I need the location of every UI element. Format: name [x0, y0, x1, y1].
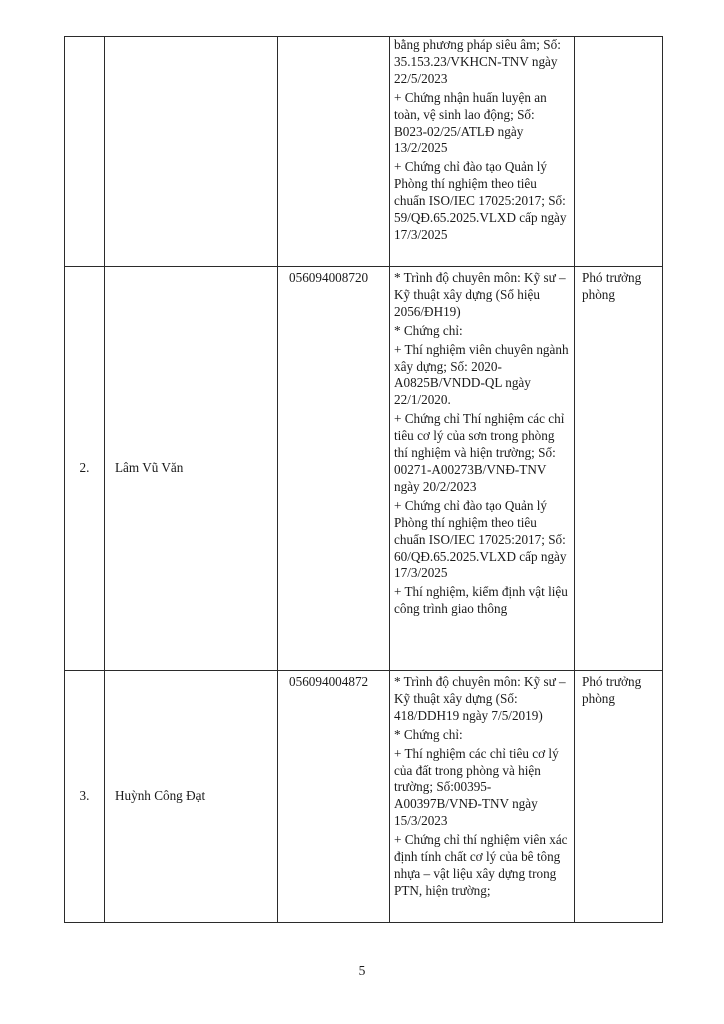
page-number: 5 — [358, 963, 366, 978]
position — [575, 37, 663, 267]
qualification-item: + Chứng chỉ đào tạo Quản lý Phòng thí nghiệm theo tiêu chuẩn ISO/IEC 17025:2017; Số: 59/QĐ.65.2025.VLXD cấp ngày 17/3/2025 — [394, 159, 567, 242]
employee-name: Huỳnh Công Đạt — [105, 671, 278, 923]
qualification-item: bằng phương pháp siêu âm; Số: 35.153.23/VKHCN-TNV ngày 22/5/2023 — [394, 37, 561, 86]
id-number — [278, 37, 390, 267]
qualifications-cell — [390, 671, 575, 923]
qualification-item: + Chứng nhận huấn luyện an toàn, vệ sinh lao động; Số: B023-02/25/ATLĐ ngày 13/2/2025 — [394, 89, 547, 156]
table-row — [65, 671, 663, 923]
qualifications-cell — [390, 37, 575, 267]
id-number: 056094008720 — [278, 267, 390, 671]
qualification-item: + Chứng chỉ Thí nghiệm các chỉ tiêu cơ lý của sơn trong phòng thí nghiệm và hiện trường; Số: 00271-A00273B/VNĐ-TNV ngày 20/2/2023 — [394, 411, 565, 494]
qualification-item: + Thí nghiệm viên chuyên ngành xây dựng; Số: 2020-A0825B/VNDD-QL ngày 22/1/2020. — [394, 341, 569, 408]
row-number — [65, 37, 105, 267]
position: Phó trưởng phòng — [575, 267, 663, 671]
employee-name: Lâm Vũ Văn — [105, 267, 278, 671]
qualification-item: * Chứng chỉ: — [394, 322, 463, 338]
qualification-item: * Chứng chỉ: — [394, 726, 463, 742]
qualification-item: + Chứng chỉ thí nghiệm viên xác định tính chất cơ lý của bê tông nhựa – vật liệu xây dựng trong PTN, hiện trường; — [394, 832, 568, 898]
qualification-item: + Thí nghiệm các chỉ tiêu cơ lý của đất trong phòng và hiện trường; Số:00395-A00397B/VNĐ-TNV ngày 15/3/2023 — [394, 745, 559, 829]
row-number: 2. — [65, 267, 105, 671]
employee-name — [105, 37, 278, 267]
qualification-item: + Thí nghiệm, kiểm định vật liệu công trình giao thông — [394, 584, 568, 617]
table-row — [65, 37, 663, 267]
qualification-item: * Trình độ chuyên môn: Kỹ sư – Kỹ thuật xây dựng (Số: 418/DDH19 ngày 7/5/2019) — [394, 674, 566, 723]
position: Phó trưởng phòng — [575, 671, 663, 923]
table-row — [65, 267, 663, 671]
row-number: 3. — [65, 671, 105, 923]
qualification-item: * Trình độ chuyên môn: Kỹ sư – Kỹ thuật xây dựng (Số hiệu 2056/ĐH19) — [394, 270, 566, 319]
id-number: 056094004872 — [278, 671, 390, 923]
qualification-item: + Chứng chỉ đào tạo Quản lý Phòng thí nghiệm theo tiêu chuẩn ISO/IEC 17025:2017; Số: 60/QĐ.65.2025.VLXD cấp ngày 17/3/2025 — [394, 497, 567, 581]
staff-table — [64, 36, 663, 923]
qualifications-cell — [390, 267, 575, 671]
